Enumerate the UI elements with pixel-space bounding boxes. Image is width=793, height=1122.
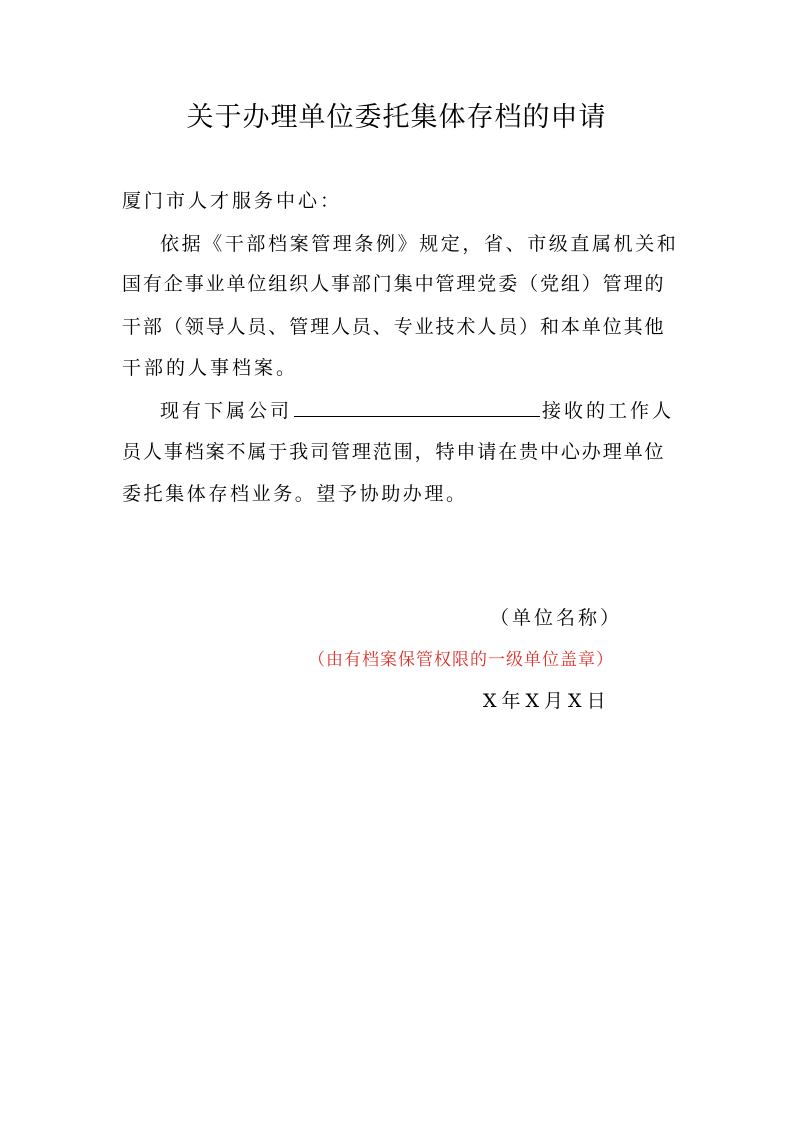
salutation: 厦门市人才服务中心： (122, 190, 343, 212)
paragraph2-line1 (160, 396, 674, 426)
paragraph2-line3: 委托集体存档业务。望予协助办理。 (122, 483, 468, 505)
paragraph1-line4: 干部的人事档案。 (122, 357, 299, 379)
paragraph1-line1: 依据《干部档案管理条例》规定，省、市级直属机关和 (160, 233, 679, 255)
document-title: 关于办理单位委托集体存档的申请 (186, 102, 607, 133)
seal-note: （由有档案保管权限的一级单位盖章） (308, 650, 614, 670)
paragraph2-line2: 员人事档案不属于我司管理范围，特申请在贵中心办理单位 (122, 441, 666, 463)
paragraph1-line2: 国有企事业单位组织人事部门集中管理党委（党组）管理的 (122, 273, 666, 295)
paragraph1-line3: 干部（领导人员、管理人员、专业技术人员）和本单位其他 (122, 316, 666, 338)
paragraph2-line1-prefix: 现有下属公司 (160, 400, 293, 422)
signature-date: X年X月X日 (483, 690, 611, 712)
paragraph2-line1-suffix: 接收的工作人 (542, 400, 675, 422)
company-name-blank (294, 396, 540, 417)
unit-name-label: （单位名称） (490, 607, 623, 629)
